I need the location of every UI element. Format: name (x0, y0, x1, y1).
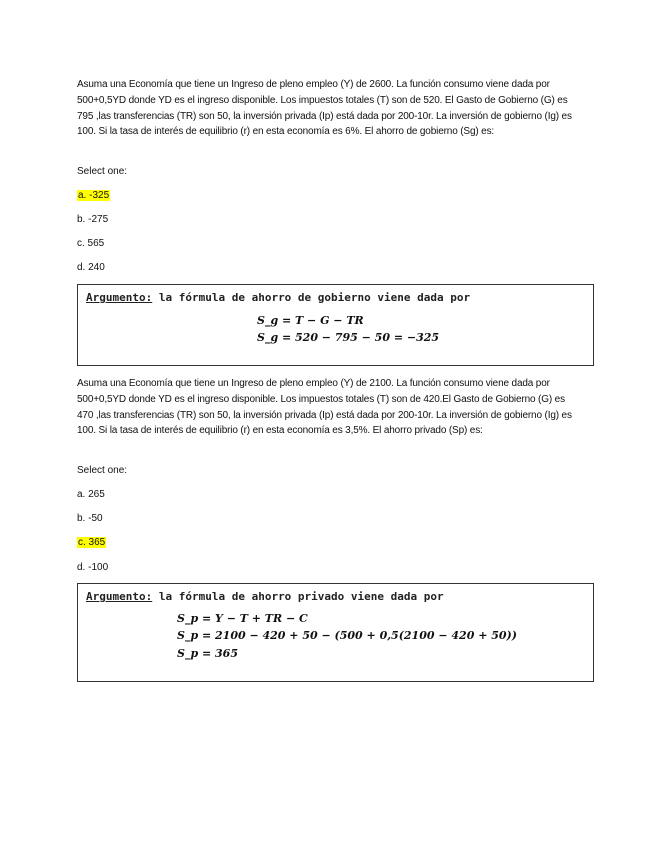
question-2-select-label: Select one: (77, 465, 128, 476)
question-2-option-c[interactable] (77, 536, 106, 549)
question-1-option-c[interactable]: c. 565 (77, 238, 105, 249)
question-2-argument-box (77, 583, 594, 682)
option-label: c. 365 (78, 537, 106, 548)
argument-label: Argumento: (86, 291, 153, 304)
question-1-option-b[interactable]: b. -275 (77, 214, 109, 225)
question-2-option-b[interactable]: b. -50 (77, 513, 103, 524)
equation-3: S_p = 365 (177, 647, 238, 660)
equation-2: S_p = 2100 − 420 + 50 − (500 + 0,5(2100 − 420 + 50)) (177, 629, 517, 642)
argument-label: Argumento: (86, 590, 153, 603)
equation-2: S_g = 520 − 795 − 50 = −325 (257, 331, 440, 344)
argument-line (86, 590, 444, 603)
argument-text: la fórmula de ahorro privado viene dada por (152, 590, 444, 603)
question-1-select-label: Select one: (77, 166, 128, 177)
question-1-stem: Asuma una Economía que tiene un Ingreso de pleno empleo (Y) de 2600. La función consumo viene dada por 500+0,5YD donde YD es el ingreso disponible. Los impuestos totales (T) son de 520. El Gasto de Gobierno (G) es 795 ,las transferencias (TR) son 50, la inversión privada (Ip) está dada por 200-10r. La inversión de gobierno (Ig) es 100. Si la tasa de interés de equilibrio (r) en esta economía es 6%. El ahorro de gobierno (Sg) es: (77, 79, 572, 138)
option-label: a. -325 (78, 190, 110, 201)
question-2-option-a[interactable]: a. 265 (77, 489, 105, 500)
question-1-option-a[interactable] (77, 189, 110, 202)
question-2-stem: Asuma una Economía que tiene un Ingreso de pleno empleo (Y) de 2100. La función consumo viene dada por 500+0,5YD donde YD es el ingreso disponible. Los impuestos totales (T) son de 420.El Gasto de Gobierno (G) es 470 ,las transferencias (TR) son 50, la inversión privada (Ip) está dada por 200-10r. La inversión de gobierno (Ig) es 100. Si la tasa de interés de equilibrio (r) en esta economía es 3,5%. El ahorro privado (Sp) es: (77, 378, 572, 437)
equation-1: S_g = T − G − TR (257, 314, 364, 327)
equation-1: S_p = Y − T + TR − C (177, 612, 308, 625)
question-1-argument-box (77, 284, 594, 366)
argument-text: la fórmula de ahorro de gobierno viene dada por (152, 291, 471, 304)
question-2-option-d[interactable]: d. -100 (77, 562, 109, 573)
argument-line (86, 291, 470, 304)
question-1-option-d[interactable]: d. 240 (77, 262, 105, 273)
